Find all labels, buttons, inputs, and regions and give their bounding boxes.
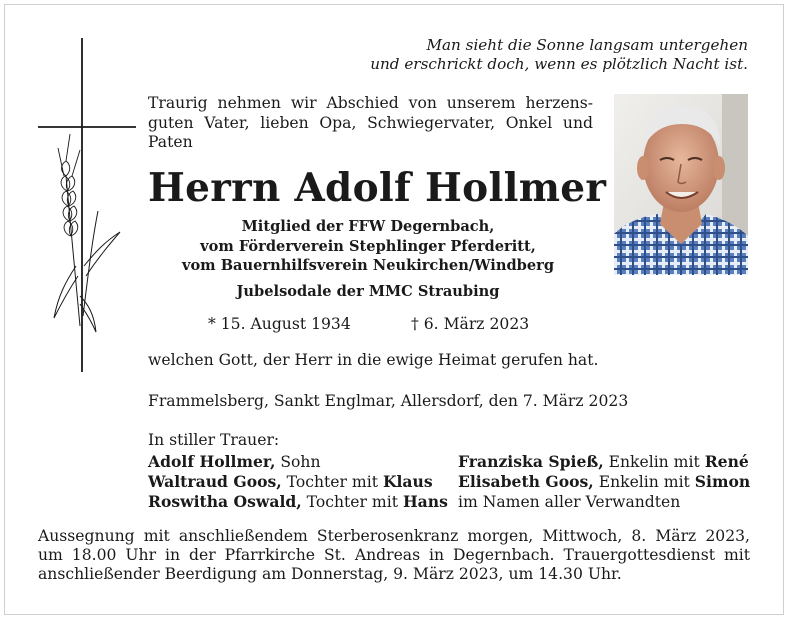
mourner-relation: Enkelin mit	[603, 453, 705, 471]
mourner-name: Waltraud Goos,	[148, 472, 282, 492]
deceased-name: Herrn Adolf Hollmer	[148, 165, 607, 211]
mourner-relation: Enkelin mit	[593, 473, 695, 492]
portrait-image	[614, 94, 748, 275]
mourner-name: Franziska Spieß,	[458, 452, 604, 471]
mourner-row	[148, 452, 448, 472]
memberships	[148, 217, 588, 301]
mourner-row	[148, 472, 448, 492]
membership-1: Mitglied der FFW Degernbach,	[241, 218, 495, 235]
mourners-left	[148, 452, 448, 513]
mourner-row	[458, 492, 750, 512]
portrait-photo	[614, 94, 748, 275]
mourner-partner: Hans	[402, 492, 448, 512]
motto-line-2: und erschrickt doch, wenn es plötzlich Nacht ist.	[370, 55, 748, 73]
mourners-right	[458, 452, 750, 513]
mourner-row	[458, 472, 750, 492]
mourner-relation: Sohn	[275, 453, 321, 471]
cross-with-wheat-icon	[36, 36, 136, 376]
called-home-text: welchen Gott, der Herr in die ewige Heimat gerufen hat.	[148, 351, 599, 369]
intro-line-2: guten Vater, lieben Opa, Schwiegervater, Onkel und	[148, 113, 593, 132]
mourner-partner: Simon	[694, 472, 751, 492]
intro-text	[148, 94, 593, 153]
funeral-details	[38, 527, 750, 585]
motto-line-1: Man sieht die Sonne langsam untergehen	[426, 36, 748, 54]
mourner-relation: Tochter mit	[281, 473, 383, 492]
death-date: † 6. März 2023	[411, 315, 530, 333]
mourner-row	[148, 492, 448, 512]
mourning-intro: In stiller Trauer:	[148, 431, 280, 449]
mourner-name: Elisabeth Goos,	[458, 472, 594, 492]
mourner-name: Adolf Hollmer,	[148, 452, 276, 471]
motto	[328, 36, 748, 74]
mourner-name: Roswitha Oswald,	[148, 492, 302, 512]
funeral-line-3: anschließender Beerdigung am Donnerstag, 9. März 2023, um 14.30 Uhr.	[38, 565, 622, 584]
membership-3: vom Bauernhilfsverein Neukirchen/Windberg	[181, 257, 555, 274]
mourner-partner: René	[704, 452, 749, 471]
intro-line-3: Paten	[148, 133, 193, 151]
place-date: Frammelsberg, Sankt Englmar, Allersdorf, den 7. März 2023	[148, 392, 629, 410]
mourner-relation: Tochter mit	[301, 493, 403, 512]
membership-2: vom Förderverein Stephlinger Pferderitt,	[200, 237, 536, 255]
birth-date: * 15. August 1934	[208, 315, 351, 333]
funeral-line-1: Aussegnung mit anschließendem Sterberosenkranz morgen, Mittwoch, 8. März 2023,	[38, 527, 750, 545]
intro-line-1: Traurig nehmen wir Abschied von unserem herzens-	[148, 94, 593, 112]
jubilee: Jubelsodale der MMC Straubing	[236, 282, 500, 300]
mourner-row	[458, 452, 750, 472]
mourner-relation: im Namen aller Verwandten	[458, 493, 681, 512]
funeral-line-2: um 18.00 Uhr in der Pfarrkirche St. Andreas in Degernbach. Trauergottesdienst mit	[38, 546, 750, 565]
mourner-partner: Klaus	[382, 472, 433, 492]
